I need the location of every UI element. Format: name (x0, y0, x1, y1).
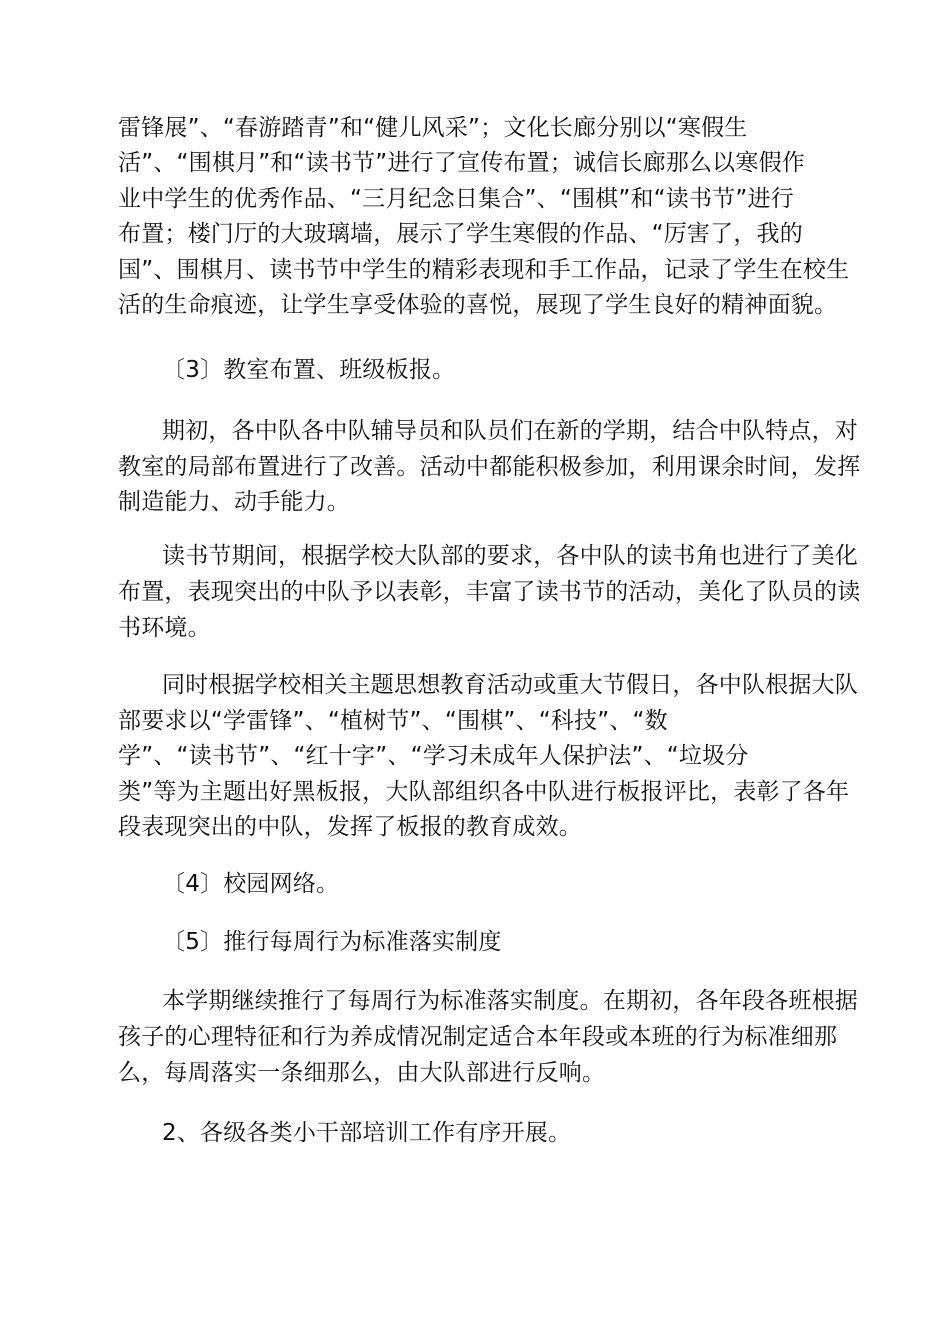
text-line: 书环境。 (118, 615, 211, 641)
text-line: 学”、“读书节”、“红十字”、“学习未成年人保护法”、“垃圾分 (118, 743, 749, 769)
text-line: 布置；楼门厅的大玻璃墙，展示了学生寒假的作品、“厉害了，我的 (118, 221, 803, 247)
text-line: 制造能力、动手能力。 (118, 489, 350, 515)
section-heading: 〔4〕校园网络。 (162, 871, 340, 897)
text-line: 读书节期间，根据学校大队部的要求，各中队的读书角也进行了美化 (162, 543, 858, 569)
section-heading: 〔3〕教室布置、班级板报。 (162, 357, 456, 383)
text-line: 段表现突出的中队，发挥了板报的教育成效。 (118, 814, 582, 840)
text-line: 同时根据学校相关主题思想教育活动或重大节假日，各中队根据大队 (162, 672, 858, 698)
text-line: 么，每周落实一条细那么，由大队部进行反响。 (118, 1060, 606, 1086)
text-line: 国”、围棋月、读书节中学生的精彩表现和手工作品，记录了学生在校生 (118, 257, 850, 283)
text-line: 部要求以“学雷锋”、“植树节”、“围棋”、“科技”、“数 (118, 708, 668, 734)
text-line: 期初，各中队各中队辅导员和队员们在新的学期，结合中队特点，对 (162, 418, 858, 444)
text-line: 活”、“围棋月”和“读书节”进行了宣传布置；诚信长廊那么以寒假作 (118, 150, 805, 176)
section-heading: 〔5〕推行每周行为标准落实制度 (162, 929, 502, 955)
text-line: 孩子的心理特征和行为养成情况制定适合本年段或本班的行为标准细那 (118, 1024, 838, 1050)
text-line: 业中学生的优秀作品、“三月纪念日集合”、“围棋”和“读书节”进行 (118, 186, 794, 212)
text-line: 雷锋展”、“春游踏青”和“健儿风采”；文化长廊分别以“寒假生 (118, 115, 748, 141)
text-line: 活的生命痕迹，让学生享受体验的喜悦，展现了学生良好的精神面貌。 (118, 292, 838, 318)
text-line: 教室的局部布置进行了改善。活动中都能积极参加，利用课余时间，发挥 (118, 454, 861, 480)
text-line: 类”等为主题出好黑板报，大队部组织各中队进行板报评比，表彰了各年 (118, 779, 850, 805)
text-line: 本学期继续推行了每周行为标准落实制度。在期初，各年段各班根据 (162, 988, 858, 1014)
section-heading: 2、各级各类小干部培训工作有序开展。 (162, 1120, 572, 1146)
text-line: 布置，表现突出的中队予以表彰，丰富了读书节的活动，美化了队员的读 (118, 579, 861, 605)
